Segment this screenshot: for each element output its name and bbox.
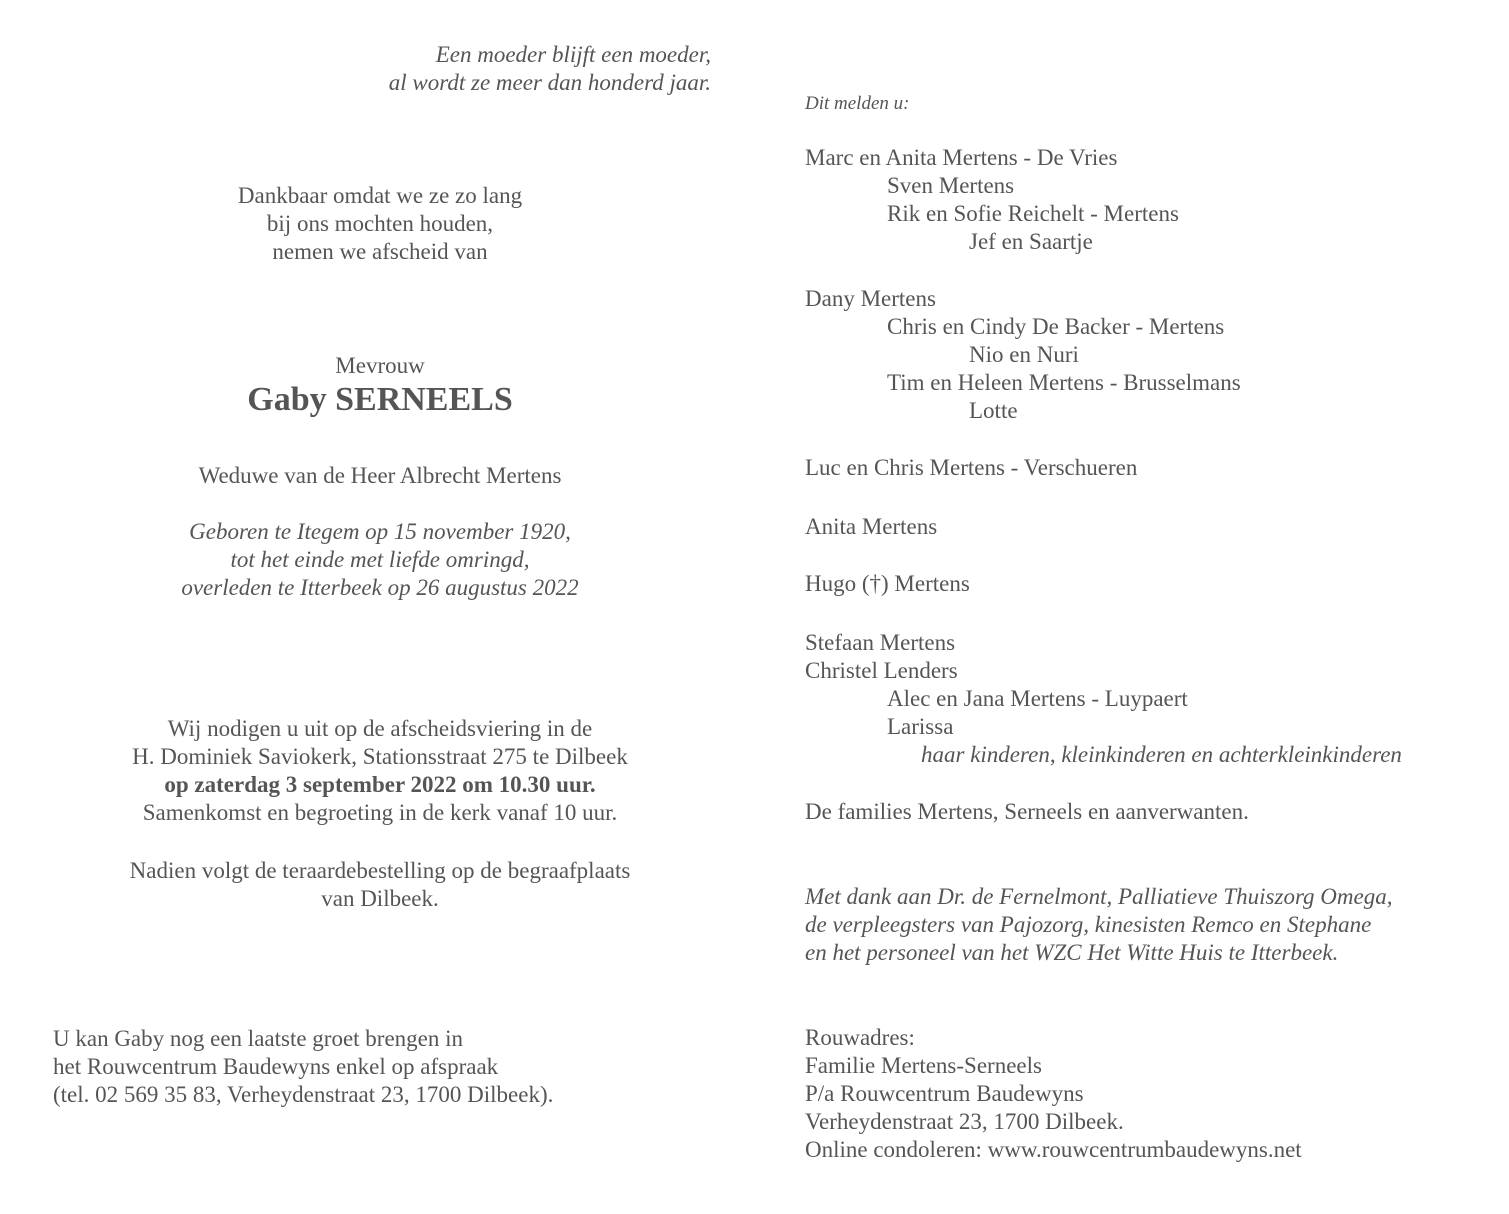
family-line: Tim en Heleen Mertens - Brusselmans [887,370,1241,395]
family-line: Chris en Cindy De Backer - Mertens [887,314,1225,339]
family-line: Rik en Sofie Reichelt - Mertens [887,201,1179,226]
family-line: Larissa [887,714,954,739]
family-line: Alec en Jana Mertens - Luypaert [887,686,1188,711]
gathering: Samenkomst en begroeting in de kerk vanaf 10 uur. [142,800,618,825]
descendants: haar kinderen, kleinkinderen en achterkleinkinderen [921,742,1402,767]
family-line: Nio en Nuri [969,342,1079,367]
spouse: Weduwe van de Heer Albrecht Mertens [198,463,562,488]
invitation-line: H. Dominiek Saviokerk, Stationsstraat 275 te Dilbeek [132,744,628,769]
family-line: Hugo (†) Mertens [805,571,970,596]
condolence-link[interactable]: Online condoleren: www.rouwcentrumbaudewyns.net [805,1137,1302,1162]
ceremony-date: op zaterdag 3 september 2022 om 10.30 uur. [164,772,596,797]
invitation [80,715,680,827]
burial-line: Nadien volgt de teraardebestelling op de begraafplaats [129,858,631,883]
intro-line: bij ons mochten houden, [266,211,494,236]
visit-line: het Rouwcentrum Baudewyns enkel op afspraak [53,1054,499,1079]
family-line: Dany Mertens [805,286,936,311]
life-line: overleden te Itterbeek op 26 augustus 2022 [181,575,579,600]
life-line: tot het einde met liefde omringd, [230,547,530,572]
salutation: Mevrouw [335,353,425,378]
intro-line: nemen we afscheid van [272,239,488,264]
burial [80,857,680,913]
intro [130,182,630,266]
address-line: Familie Mertens-Serneels [805,1053,1042,1078]
address-line: P/a Rouwcentrum Baudewyns [805,1081,1084,1106]
announce: Dit melden u: [805,93,910,114]
life-dates [80,518,680,602]
family-list [805,285,1241,425]
motto [200,41,711,97]
visit-line: (tel. 02 569 35 83, Verheydenstraat 23, 1700 Dilbeek). [53,1082,554,1107]
family-line: Jef en Saartje [969,229,1093,254]
thanks-line: de verpleegsters van Pajozorg, kinesisten Remco en Stephane [805,912,1372,937]
mourning-address [805,1024,1302,1164]
burial-line: van Dilbeek. [321,886,439,911]
thanks-line: en het personeel van het WZC Het Witte Huis te Itterbeek. [805,940,1339,965]
thanks [805,883,1392,967]
family-line: Christel Lenders [805,658,958,683]
address-line: Rouwadres: [805,1025,915,1050]
family-line: Luc en Chris Mertens - Verschueren [805,455,1138,480]
address-line: Verheydenstraat 23, 1700 Dilbeek. [805,1109,1124,1134]
visit-line: U kan Gaby nog een laatste groet brengen in [53,1026,464,1051]
family-line: Anita Mertens [805,514,938,539]
visit-info [53,1025,553,1109]
invitation-line: Wij nodigen u uit op de afscheidsviering in de [167,716,593,741]
deceased-name: Gaby SERNEELS [247,381,513,418]
family-list [805,144,1179,256]
family-list [805,629,1402,769]
family-line: Stefaan Mertens [805,630,956,655]
thanks-line: Met dank aan Dr. de Fernelmont, Palliatieve Thuiszorg Omega, [805,884,1393,909]
families: De families Mertens, Serneels en aanverwanten. [805,799,1249,824]
life-line: Geboren te Itegem op 15 november 1920, [189,519,571,544]
intro-line: Dankbaar omdat we ze zo lang [237,183,523,208]
family-line: Sven Mertens [887,173,1015,198]
family-line: Marc en Anita Mertens - De Vries [805,145,1118,170]
motto-line: al wordt ze meer dan honderd jaar. [388,70,711,95]
family-line: Lotte [969,398,1018,423]
motto-line: Een moeder blijft een moeder, [435,42,711,67]
